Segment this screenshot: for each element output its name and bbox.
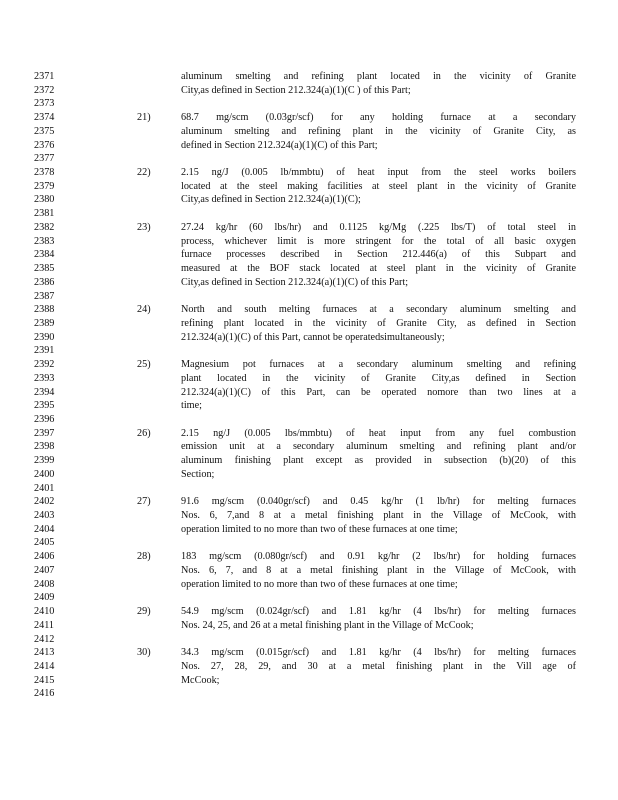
document-line xyxy=(34,509,604,523)
list-item-number: 21) xyxy=(137,112,151,124)
document-line xyxy=(34,578,604,592)
line-text: aluminum smelting and refining plant in the vicinity of Granite City, as xyxy=(181,125,576,137)
line-text: furnace processes described in Section 212.446(a) of this Subpart and xyxy=(181,249,576,261)
document-line xyxy=(34,687,604,701)
list-item-number: 28) xyxy=(137,551,151,563)
line-text: Nos. 6, 7,and 8 at a metal finishing plant in the Village of McCook, with xyxy=(181,510,576,522)
line-number: 2389 xyxy=(34,317,55,329)
line-number: 2387 xyxy=(34,290,55,302)
document-line xyxy=(34,97,604,111)
line-number: 2409 xyxy=(34,592,55,604)
document-line xyxy=(34,207,604,221)
list-item-number: 26) xyxy=(137,427,151,439)
line-number: 2398 xyxy=(34,441,55,453)
document-line xyxy=(34,111,604,125)
line-text: aluminum smelting and refining plant located in the vicinity of Granite xyxy=(181,71,576,82)
line-number: 2413 xyxy=(34,647,55,659)
list-item-number: 22) xyxy=(137,167,151,179)
document-line xyxy=(34,125,604,139)
line-number: 2384 xyxy=(34,249,55,261)
document-line xyxy=(34,427,604,441)
document-line xyxy=(34,221,604,235)
line-number: 2396 xyxy=(34,414,55,425)
document-line xyxy=(34,468,604,482)
line-text: located at the steel making facilities at steel plant in the vicinity of Granite xyxy=(181,180,576,192)
line-number: 2412 xyxy=(34,633,55,645)
line-number: 2379 xyxy=(34,180,55,192)
document-line xyxy=(34,303,604,317)
line-text: Section; xyxy=(181,468,215,480)
line-number: 2410 xyxy=(34,606,55,618)
line-number: 2394 xyxy=(34,386,55,398)
document-line xyxy=(34,619,604,633)
line-text: defined in Section 212.324(a)(1)(C) of this Part; xyxy=(181,139,378,151)
line-text: McCook; xyxy=(181,674,220,686)
document-line xyxy=(34,235,604,249)
document-line xyxy=(34,358,604,372)
document-line xyxy=(34,660,604,674)
line-number: 2407 xyxy=(34,564,55,576)
line-text: emission unit at a secondary aluminum smelting and refining plant and/or xyxy=(181,441,576,453)
line-number: 2382 xyxy=(34,221,55,233)
line-text: Magnesium pot furnaces at a secondary aluminum smelting and refining xyxy=(181,359,576,371)
line-text: 27.24 kg/hr (60 lbs/hr) and 0.1125 kg/Mg (.225 lbs/T) of total steel in xyxy=(181,221,576,233)
line-number: 2374 xyxy=(34,112,55,124)
line-text: North and south melting furnaces at a secondary aluminum smelting and xyxy=(181,304,576,316)
document-line xyxy=(34,674,604,688)
line-text: City,as defined in Section 212.324(a)(1)(C); xyxy=(181,194,361,206)
line-text: 183 mg/scm (0.080gr/scf) and 0.91 kg/hr (2 lbs/hr) for holding furnaces xyxy=(181,551,576,563)
line-text: Nos. 27, 28, 29, and 30 at a metal finishing plant in the Vill age of xyxy=(181,660,576,672)
list-item-number: 24) xyxy=(137,304,151,316)
line-number: 2399 xyxy=(34,455,55,467)
document-line xyxy=(34,591,604,605)
document-line xyxy=(34,454,604,468)
line-number: 2381 xyxy=(34,208,55,220)
document-line xyxy=(34,386,604,400)
line-number: 2386 xyxy=(34,276,55,288)
line-text: aluminum finishing plant except as provided in subsection (b)(20) of this xyxy=(181,455,576,467)
line-number: 2406 xyxy=(34,551,55,563)
document-line xyxy=(34,372,604,386)
line-text: City,as defined in Section 212.324(a)(1)(C ) of this Part; xyxy=(181,84,411,96)
line-text: time; xyxy=(181,400,202,412)
line-text: 2.15 ng/J (0.005 lb/mmbtu) of heat input from the steel works boilers xyxy=(181,167,576,179)
line-number: 2393 xyxy=(34,372,55,384)
line-number: 2415 xyxy=(34,674,55,686)
line-number: 2392 xyxy=(34,359,55,371)
line-text: refining plant located in the vicinity of Granite City, as defined in Section xyxy=(181,317,576,329)
document-line xyxy=(34,331,604,345)
document-line xyxy=(34,139,604,153)
document-line xyxy=(34,440,604,454)
line-number: 2373 xyxy=(34,98,55,110)
line-number: 2395 xyxy=(34,400,55,412)
line-number: 2414 xyxy=(34,660,55,672)
document-line xyxy=(34,536,604,550)
line-number: 2371 xyxy=(34,71,55,82)
line-number: 2388 xyxy=(34,304,55,316)
line-text: 34.3 mg/scm (0.015gr/scf) and 1.81 kg/hr (4 lbs/hr) for melting furnaces xyxy=(181,647,576,659)
line-text: 212.324(a)(1)(C) of this Part, cannot be operatedsimultaneously; xyxy=(181,331,445,343)
document-line xyxy=(34,70,604,84)
line-number: 2390 xyxy=(34,331,55,343)
line-number: 2385 xyxy=(34,263,55,275)
list-item-number: 27) xyxy=(137,496,151,508)
line-number: 2404 xyxy=(34,523,55,535)
line-text: Nos. 24, 25, and 26 at a metal finishing plant in the Village of McCook; xyxy=(181,619,474,631)
list-item-number: 23) xyxy=(137,221,151,233)
document-line xyxy=(34,646,604,660)
document-line xyxy=(34,152,604,166)
line-text: 91.6 mg/scm (0.040gr/scf) and 0.45 kg/hr (1 lb/hr) for melting furnaces xyxy=(181,496,576,508)
line-number: 2416 xyxy=(34,688,55,700)
document-line xyxy=(34,550,604,564)
document-line xyxy=(34,564,604,578)
line-number: 2402 xyxy=(34,496,55,508)
line-number: 2372 xyxy=(34,84,55,96)
document-line xyxy=(34,166,604,180)
line-text: 54.9 mg/scm (0.024gr/scf) and 1.81 kg/hr (4 lbs/hr) for melting furnaces xyxy=(181,606,576,618)
document-line xyxy=(34,523,604,537)
line-number: 2375 xyxy=(34,125,55,137)
line-text: 212.324(a)(1)(C) of this Part, can be operated nomore than two lines at a xyxy=(181,386,576,398)
document-line xyxy=(34,84,604,98)
document-line xyxy=(34,495,604,509)
line-text: 2.15 ng/J (0.005 lbs/mmbtu) of heat input from any fuel combustion xyxy=(181,427,576,439)
document-line xyxy=(34,482,604,496)
line-number: 2380 xyxy=(34,194,55,206)
document-line xyxy=(34,413,604,427)
line-text: City,as defined in Section 212.324(a)(1)(C) of this Part; xyxy=(181,276,409,288)
list-item-number: 29) xyxy=(137,606,151,618)
line-text: operation limited to no more than two of these furnaces at one time; xyxy=(181,578,458,590)
document-line xyxy=(34,399,604,413)
document-line xyxy=(34,605,604,619)
line-number: 2411 xyxy=(34,619,54,631)
document-line xyxy=(34,248,604,262)
document-line xyxy=(34,290,604,304)
line-text: Nos. 6, 7, and 8 at a metal finishing plant in the Village of McCook, with xyxy=(181,564,576,576)
line-text: measured at the BOF stack located at steel plant in the vicinity of Granite xyxy=(181,263,576,275)
document-line xyxy=(34,193,604,207)
line-number: 2391 xyxy=(34,345,55,357)
document-line xyxy=(34,276,604,290)
document-line xyxy=(34,262,604,276)
document-line xyxy=(34,180,604,194)
list-item-number: 30) xyxy=(137,647,151,659)
line-number: 2405 xyxy=(34,537,55,549)
line-text: operation limited to no more than two of these furnaces at one time; xyxy=(181,523,458,535)
list-item-number: 25) xyxy=(137,359,151,371)
line-number: 2378 xyxy=(34,167,55,179)
line-text: process, whichever limit is more stringent for the total of all basic oxygen xyxy=(181,235,576,247)
line-number: 2403 xyxy=(34,510,55,522)
line-number: 2377 xyxy=(34,153,55,165)
document-line xyxy=(34,344,604,358)
document-line xyxy=(34,317,604,331)
document-line xyxy=(34,633,604,647)
line-number: 2397 xyxy=(34,427,55,439)
line-number: 2376 xyxy=(34,139,55,151)
line-text: 68.7 mg/scm (0.03gr/scf) for any holding furnace at a secondary xyxy=(181,112,576,124)
line-number: 2408 xyxy=(34,578,55,590)
line-number: 2400 xyxy=(34,468,55,480)
line-number: 2401 xyxy=(34,482,55,494)
line-number: 2383 xyxy=(34,235,55,247)
line-text: plant located in the vicinity of Granite City,as defined in Section xyxy=(181,372,576,384)
